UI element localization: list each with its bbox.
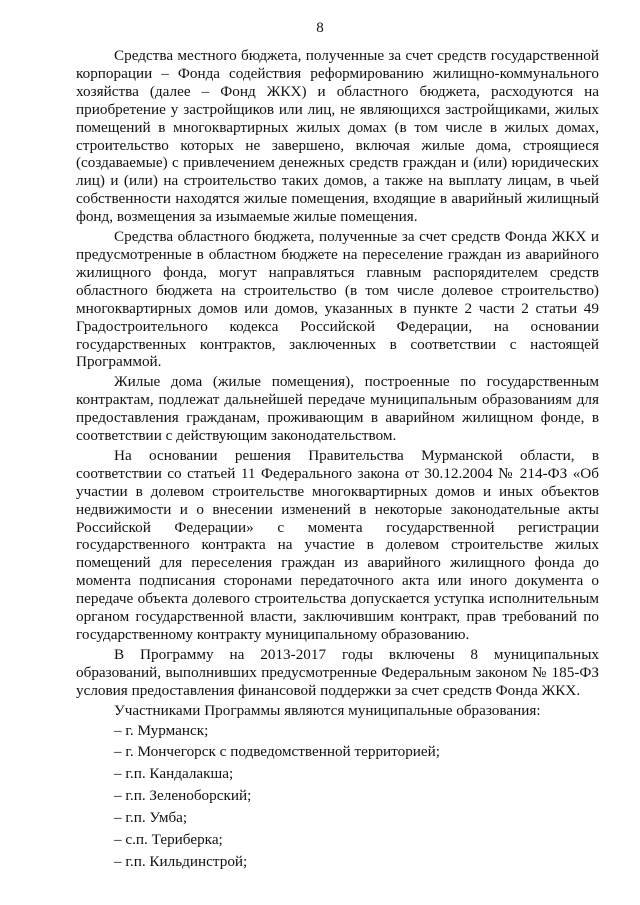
paragraph-regional-budget-funds: Средства областного бюджета, полученные за счет средств Фонда ЖКХ и предусмотренные в областном бюджете на переселение граждан из аварийного жилищного фонда, могут направляться главным распорядителем средств областного бюджета на строительство (в том числе долевое строительство) многоквартирных домов или домов, указанных в пункте 2 части 2 статьи 49 Градостроительного кодекса Российской Федерации, на основании государственных контрактов, заключенных в соответствии с настоящей Программой. <box>76 228 599 371</box>
list-item: – г.п. Кандалакша; <box>114 765 234 783</box>
paragraph-program-municipalities: В Программу на 2013-2017 годы включены 8 муниципальных образований, выполнивших предусмотренные Федеральным законом № 185-ФЗ условия предоставления финансовой поддержки за счет средств Фонда ЖКХ. <box>76 645 599 699</box>
paragraph-participants-intro: Участниками Программы являются муниципальные образования: <box>114 701 541 719</box>
participants-list <box>76 722 599 871</box>
list-item: – г. Мурманск; <box>114 721 209 739</box>
list-item: – г.п. Кильдинстрой; <box>114 852 248 870</box>
list-item: – г.п. Зеленоборский; <box>114 787 252 805</box>
list-item: – г.п. Умба; <box>114 809 188 827</box>
list-item: – г. Мончегорск с подведомственной территорией; <box>114 743 441 761</box>
paragraph-contract-assignment: На основании решения Правительства Мурманской области, в соответствии со статьей 11 Федерального закона от 30.12.2004 № 214-ФЗ «Об участии в долевом строительстве многоквартирных домов и иных объектов недвижимости и о внесении изменений в некоторые законодательные акты Российской Федерации» с момента государственной регистрации государственного контракта на участие в долевом строительстве жилых помещений для переселения граждан из аварийного жилищного фонда до момента подписания сторонами передаточного акта или иного документа о передаче объекта долевого строительства допускается уступка исполнительным органом государственной власти, заключившим контракт, прав требований по государственному контракту муниципальному образованию. <box>76 446 599 643</box>
paragraph-local-budget-funds: Средства местного бюджета, полученные за счет средств государственной корпорации – Фонда содействия реформированию жилищно-коммунального хозяйства (далее – Фонд ЖКХ) и областного бюджета, расходуются на приобретение у застройщиков или лиц, не являющихся застройщиками, жилых помещений в многоквартирных жилых домах (в том числе в жилых домах, строительство которых не завершено, включая жилые дома, строящиеся (создаваемые) с привлечением денежных средств граждан и (или) юридических лиц) и (или) на строительство таких домов, а также на выплату лицам, в чьей собственности находятся жилые помещения, входящие в аварийный жилищный фонд, возмещения за изымаемые жилые помещения. <box>76 47 599 226</box>
paragraph-residential-buildings: Жилые дома (жилые помещения), построенные по государственным контрактам, подлежат дальнейшей передаче муниципальным образованиям для предоставления гражданам, проживающим в аварийном жилищном фонде, в соответствии с действующим законодательством. <box>76 373 599 445</box>
list-item: – с.п. Териберка; <box>114 831 223 849</box>
document-body <box>76 47 599 875</box>
page-number: 8 <box>316 20 324 36</box>
